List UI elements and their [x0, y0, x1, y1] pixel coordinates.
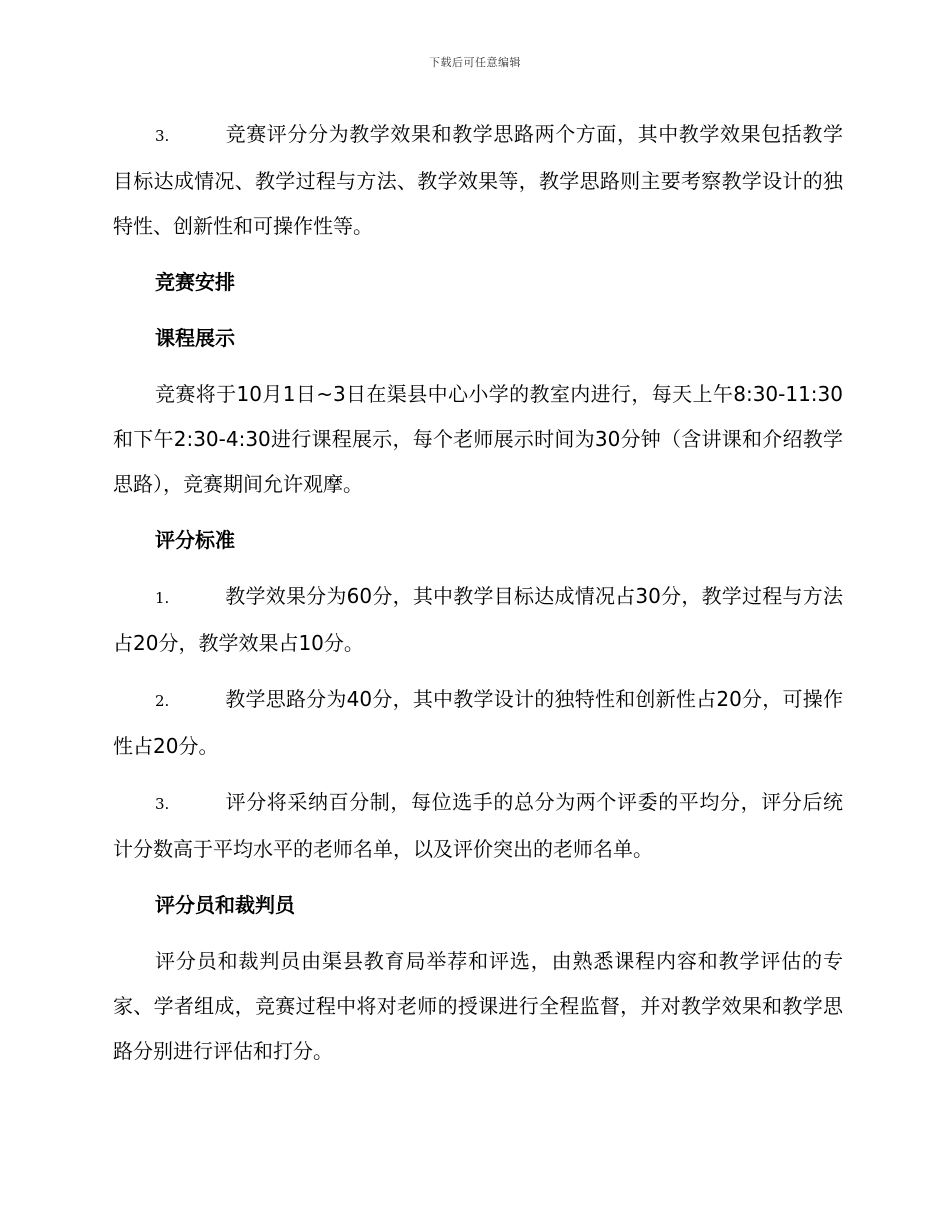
list-number: 1. — [155, 589, 170, 607]
paragraph-text: 教学思路分为40分，其中教学设计的独特性和创新性占20分，可操作性占20分。 — [113, 687, 843, 758]
course-display-paragraph: 竞赛将于10月1日~3日在渠县中心小学的教室内进行，每天上午8:30-11:30和下午2:30-4:30进行课程展示，每个老师展示时间为30分钟（含讲课和介绍教学思路），竞赛期间允许观摩。 — [113, 382, 843, 496]
scoring-item-3-intro — [113, 112, 843, 249]
document-body — [113, 112, 843, 1085]
paragraph-text: 竞赛评分分为教学效果和教学思路两个方面，其中教学效果包括教学目标达成情况、教学过程与方法、教学效果等，教学思路则主要考察教学设计的独特性、创新性和可操作性等。 — [113, 122, 843, 238]
section-heading-criteria: 评分标准 — [155, 528, 235, 552]
paragraph-text: 教学效果分为60分，其中教学目标达成情况占30分，教学过程与方法占20分，教学效果占10分。 — [113, 584, 843, 655]
criteria-item-2 — [113, 677, 843, 769]
section-heading-course-display: 课程展示 — [155, 326, 235, 350]
judges-paragraph: 评分员和裁判员由渠县教育局举荐和评选，由熟悉课程内容和教学评估的专家、学者组成，竞赛过程中将对老师的授课进行全程监督，并对教学效果和教学思路分别进行评估和打分。 — [113, 949, 843, 1063]
header-note: 下载后可任意编辑 — [429, 56, 521, 69]
criteria-item-1 — [113, 574, 843, 666]
criteria-item-3 — [113, 780, 843, 872]
list-number: 2. — [155, 692, 170, 710]
section-heading-arrangement: 竞赛安排 — [155, 270, 235, 294]
section-heading-judges: 评分员和裁判员 — [155, 893, 295, 917]
list-number: 3. — [155, 127, 170, 145]
list-number: 3. — [155, 795, 170, 813]
paragraph-text: 评分将采纳百分制，每位选手的总分为两个评委的平均分，评分后统计分数高于平均水平的老师名单，以及评价突出的老师名单。 — [113, 790, 843, 861]
